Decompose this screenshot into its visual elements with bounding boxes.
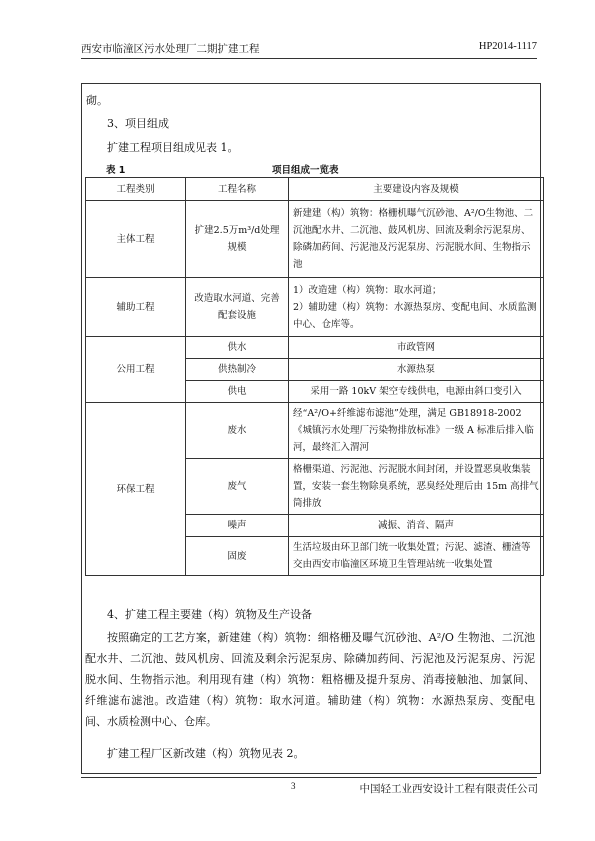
table-row	[86, 201, 544, 278]
category-cell: 辅助工程	[86, 278, 186, 337]
content-cell: 减振、消音、隔声	[289, 515, 544, 537]
col-header-category: 工程类别	[86, 178, 186, 201]
table-title: 项目组成一览表	[272, 165, 339, 176]
content-cell	[289, 278, 544, 337]
content-cell: 经“A²/O+纤维滤布滤池”处理，满足 GB18918-2002《城镇污水处理厂污染物排放标准》一级 A 标准后排入临河，最终汇入渭河	[289, 403, 544, 459]
footer-rule	[81, 777, 537, 778]
table-row	[86, 403, 544, 459]
name-cell: 扩建2.5万m³/d处理规模	[186, 201, 289, 278]
name-cell: 供电	[186, 381, 289, 403]
section-3-intro: 扩建工程项目组成见表 1。	[107, 141, 239, 154]
table-label: 表 1	[106, 165, 126, 176]
header-rule	[81, 58, 537, 59]
content-cell: 生活垃圾由环卫部门统一收集处置；污泥、滤渣、栅渣等交由西安市临潼区环境卫生管理站统一收集处置	[289, 537, 544, 576]
section-4-title: 4、扩建工程主要建（构）筑物及生产设备	[107, 608, 312, 621]
table-header-row	[86, 178, 544, 201]
name-cell: 改造取水河道、完善配套设施	[186, 278, 289, 337]
content-line: 1）改造建（构）筑物：取水河道；	[293, 284, 442, 296]
section-4-last-line: 扩建工程厂区新改建（构）筑物见表 2。	[107, 747, 305, 760]
table-row	[86, 278, 544, 337]
content-cell: 新建建（构）筑物：格栅机曝气沉砂池、A²/O生物池、二沉池配水井、二沉池、鼓风机房、回流及剩余污泥泵房、除磷加药间、污泥池及污泥泵房、污泥脱水间、生物指示池	[289, 201, 544, 278]
name-cell: 供热制冷	[186, 359, 289, 381]
header-title: 西安市临潼区污水处理厂二期扩建工程	[81, 43, 260, 55]
name-cell: 固废	[186, 537, 289, 576]
content-cell: 水源热泵	[289, 359, 544, 381]
project-composition-table	[85, 177, 544, 576]
content-cell: 采用一路 10kV 架空专线供电，电源由斜口变引入	[289, 381, 544, 403]
section-4-paragraph: 按照确定的工艺方案，新建建（构）筑物：细格栅及曝气沉砂池、A²/O 生物池、二沉池配水井、二沉池、鼓风机房、回流及剩余污泥泵房、除磷加药间、污泥池及污泥泵房、污泥脱水间、生物指示池。利用现有建（构）筑物：粗格栅及提升泵房、消毒接触池、加氯间、纤维滤布滤池。改造建（构）筑物：取水河道。辅助建（构）筑物：水源热泵房、变配电间、水质检测中心、仓库。	[85, 631, 535, 728]
category-cell: 公用工程	[86, 337, 186, 403]
content-cell: 市政管网	[289, 337, 544, 359]
content-cell: 格栅渠道、污泥池、污泥脱水间封闭，并设置恶臭收集装置，安装一套生物除臭系统，恶臭经处理后由 15m 高排气筒排放	[289, 459, 544, 515]
category-cell: 主体工程	[86, 201, 186, 278]
col-header-content: 主要建设内容及规模	[289, 178, 544, 201]
name-cell: 噪声	[186, 515, 289, 537]
page-number: 3	[291, 781, 296, 791]
table-row	[86, 337, 544, 359]
company-name: 中国轻工业西安设计工程有限责任公司	[359, 783, 538, 795]
section-3-title: 3、项目组成	[107, 117, 169, 130]
col-header-name: 工程名称	[186, 178, 289, 201]
category-cell: 环保工程	[86, 403, 186, 576]
content-line: 2）辅助建（构）筑物：水源热泵房、变配电间、水质监测中心、仓库等。	[293, 301, 537, 330]
name-cell: 供水	[186, 337, 289, 359]
continued-line: 砌。	[86, 94, 108, 107]
name-cell: 废水	[186, 403, 289, 459]
name-cell: 废气	[186, 459, 289, 515]
header-code: HP2014-1117	[478, 41, 537, 52]
